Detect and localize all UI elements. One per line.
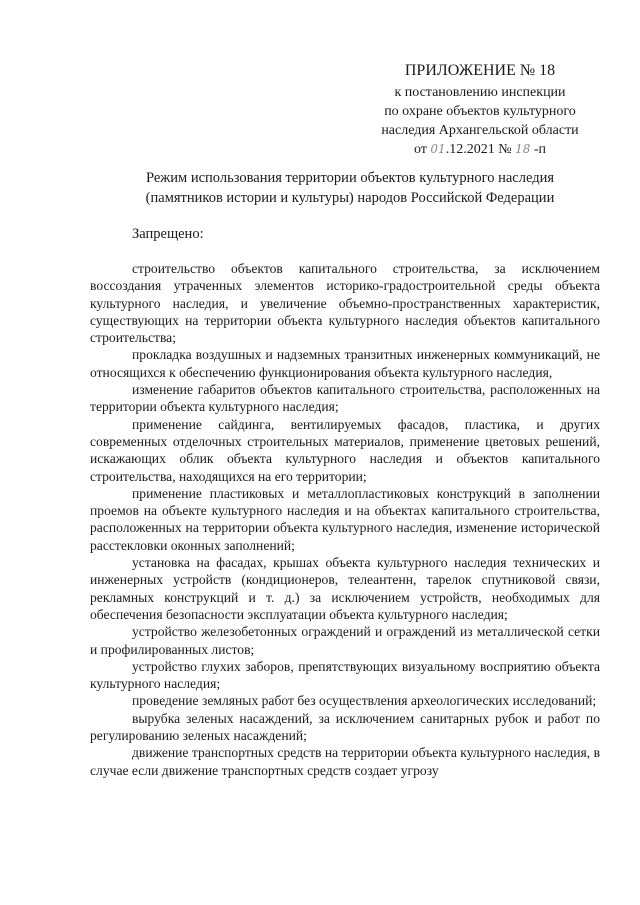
resolution-date-line (360, 140, 600, 159)
header-line-2: по охране объектов культурного (384, 104, 576, 119)
appendix-number: ПРИЛОЖЕНИЕ № 18 (404, 62, 556, 79)
title-line-2: (памятников истории и культуры) народов Российской Федерации (145, 190, 555, 206)
prohibition-item: устройство железобетонных ограждений и ограждений из металлической сетки и профилированных листов; (90, 624, 600, 657)
header-line-3: наследия Архангельской области (381, 123, 579, 138)
forbidden-label: Запрещено: (132, 226, 204, 242)
title-line-1: Режим использования территории объектов культурного наследия (145, 170, 555, 186)
prohibition-item: прокладка воздушных и надземных транзитных инженерных коммуникаций, не относящихся к обеспечению функционирования объекта культурного наследия, (90, 347, 600, 380)
prohibition-item: установка на фасадах, крышах объекта культурного наследия технических и инженерных устройств (кондиционеров, телеантенн, тарелок спутниковой связи, рекламных конструкций и т. д.) за исключением устройств, необходимых для обеспечения безопасности эксплуатации объекта культурного наследия; (90, 555, 600, 622)
prohibitions-list (90, 260, 600, 779)
prohibition-item: проведение земляных работ без осуществления археологических исследований; (132, 693, 597, 709)
handwritten-day: 01 (430, 142, 446, 156)
prohibition-item: изменение габаритов объектов капитального строительства, расположенных на территории объекта культурного наследия; (90, 382, 600, 415)
handwritten-number: 18 (515, 142, 531, 156)
appendix-header (360, 60, 600, 159)
prohibition-item: устройство глухих заборов, препятствующих визуальному восприятию объекта культурного наследия; (90, 658, 600, 692)
date-rest: .12.2021 № (445, 142, 512, 157)
prohibition-item: применение сайдинга, вентилируемых фасадов, пластика, и других современных отделочных строительных материалов, применение цветовых решений, искажающих облик объекта культурного наследия и объектов капитального строительства, находящихся на его территории; (90, 416, 600, 484)
header-line-1: к постановлению инспекции (394, 85, 566, 100)
document-title (80, 168, 620, 208)
prohibition-item: вырубка зеленых насаждений, за исключением санитарных рубок и работ по регулированию зеленых насаждений; (90, 710, 600, 744)
date-prefix: от (413, 142, 427, 157)
prohibition-item: движение транспортных средств на территории объекта культурного наследия, в случае если движение транспортных средств создает угрозу (90, 745, 600, 778)
number-suffix: -п (533, 142, 546, 157)
prohibition-item: применение пластиковых и металлопластиковых конструкций в заполнении проемов на объекте культурного наследия и на объектах капитального строительства, расположенных на территории объекта культурного наследия, изменение исторической расстекловки оконных заполнений; (90, 485, 600, 553)
prohibition-item: строительство объектов капитального строительства, за исключением воссоздания утраченных элементов историко-градостроительной среды объекта культурного наследия, и увеличение объемно-пространственных характеристик, существующих на территории объекта культурного наследия объектов капитального строительства; (90, 261, 600, 346)
